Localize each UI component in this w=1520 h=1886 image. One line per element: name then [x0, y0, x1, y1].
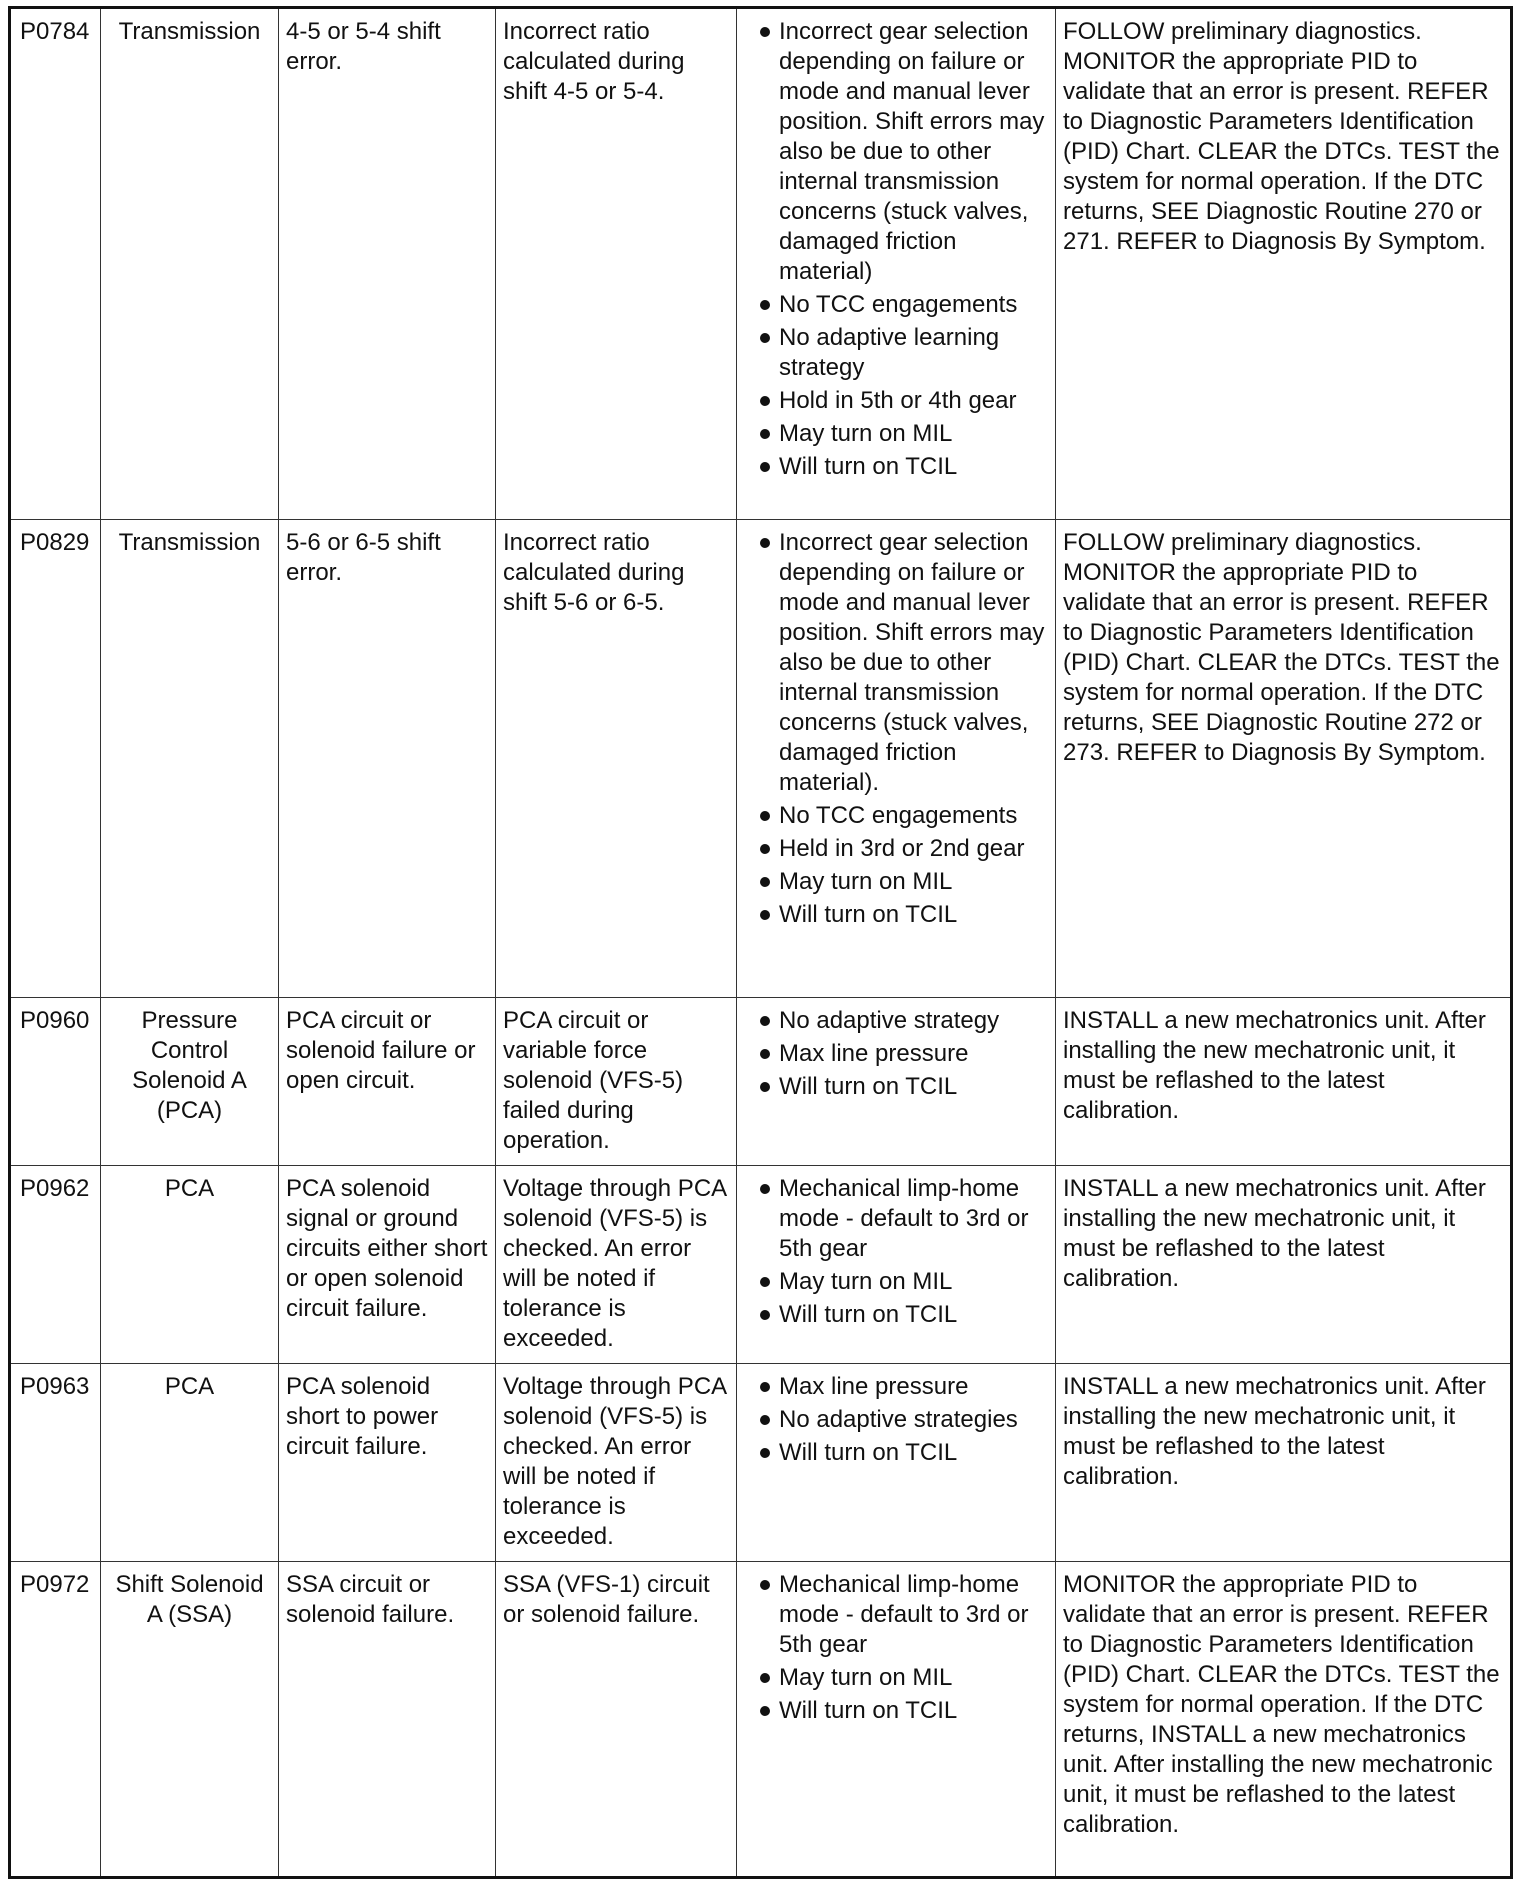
symptom-item: Will turn on TCIL: [744, 1072, 1048, 1102]
symptom-item: Incorrect gear selection depending on failure or mode and manual lever position. Shift errors may also be due to other internal transmission concerns (stuck valves, damaged friction material): [744, 17, 1048, 287]
symptoms-cell: [737, 1562, 1056, 1878]
dtc-code-cell: P0829: [10, 520, 101, 998]
dtc-code-cell: P0963: [10, 1364, 101, 1562]
component-cell: Transmission: [101, 8, 279, 520]
table-row: [10, 520, 1512, 998]
symptom-item: No TCC engagements: [744, 801, 1048, 831]
symptom-list: [744, 1372, 1048, 1468]
symptom-item: Will turn on TCIL: [744, 1438, 1048, 1468]
symptom-item: Max line pressure: [744, 1039, 1048, 1069]
symptom-item: No TCC engagements: [744, 290, 1048, 320]
symptom-list: [744, 528, 1048, 930]
action-cell: INSTALL a new mechatronics unit. After installing the new mechatronic unit, it must be reflashed to the latest calibration.: [1056, 1166, 1512, 1364]
symptom-item: Will turn on TCIL: [744, 900, 1048, 930]
dtc-code-cell: P0960: [10, 998, 101, 1166]
symptom-item: Hold in 5th or 4th gear: [744, 386, 1048, 416]
action-cell: INSTALL a new mechatronics unit. After installing the new mechatronic unit, it must be reflashed to the latest calibration.: [1056, 998, 1512, 1166]
condition-cell: Voltage through PCA solenoid (VFS-5) is checked. An error will be noted if tolerance is exceeded.: [496, 1166, 737, 1364]
component-cell: Shift Solenoid A (SSA): [101, 1562, 279, 1878]
action-cell: INSTALL a new mechatronics unit. After installing the new mechatronic unit, it must be reflashed to the latest calibration.: [1056, 1364, 1512, 1562]
symptoms-cell: [737, 520, 1056, 998]
dtc-code-cell: P0962: [10, 1166, 101, 1364]
symptom-item: May turn on MIL: [744, 867, 1048, 897]
description-cell: PCA circuit or solenoid failure or open circuit.: [279, 998, 496, 1166]
symptom-list: [744, 17, 1048, 482]
description-cell: SSA circuit or solenoid failure.: [279, 1562, 496, 1878]
symptom-item: Will turn on TCIL: [744, 452, 1048, 482]
dtc-table-body: [10, 8, 1512, 1878]
condition-cell: Voltage through PCA solenoid (VFS-5) is checked. An error will be noted if tolerance is exceeded.: [496, 1364, 737, 1562]
action-cell: MONITOR the appropriate PID to validate that an error is present. REFER to Diagnostic Parameters Identification (PID) Chart. CLEAR the DTCs. TEST the system for normal operation. If the DTC returns, INSTALL a new mechatronics unit. After installing the new mechatronic unit, it must be reflashed to the latest calibration.: [1056, 1562, 1512, 1878]
description-cell: 4-5 or 5-4 shift error.: [279, 8, 496, 520]
action-cell: FOLLOW preliminary diagnostics. MONITOR the appropriate PID to validate that an error is present. REFER to Diagnostic Parameters Identification (PID) Chart. CLEAR the DTCs. TEST the system for normal operation. If the DTC returns, SEE Diagnostic Routine 272 or 273. REFER to Diagnosis By Symptom.: [1056, 520, 1512, 998]
symptom-item: Will turn on TCIL: [744, 1696, 1048, 1726]
symptom-item: May turn on MIL: [744, 1663, 1048, 1693]
table-row: [10, 998, 1512, 1166]
symptom-list: [744, 1174, 1048, 1330]
condition-cell: PCA circuit or variable force solenoid (VFS-5) failed during operation.: [496, 998, 737, 1166]
component-cell: PCA: [101, 1166, 279, 1364]
symptoms-cell: [737, 1364, 1056, 1562]
symptoms-cell: [737, 8, 1056, 520]
symptom-item: May turn on MIL: [744, 419, 1048, 449]
symptom-item: Will turn on TCIL: [744, 1300, 1048, 1330]
table-row: [10, 1166, 1512, 1364]
symptom-item: Mechanical limp-home mode - default to 3rd or 5th gear: [744, 1570, 1048, 1660]
description-cell: 5-6 or 6-5 shift error.: [279, 520, 496, 998]
table-row: [10, 1364, 1512, 1562]
symptoms-cell: [737, 1166, 1056, 1364]
symptom-item: No adaptive strategies: [744, 1405, 1048, 1435]
symptom-item: No adaptive strategy: [744, 1006, 1048, 1036]
description-cell: PCA solenoid signal or ground circuits either short or open solenoid circuit failure.: [279, 1166, 496, 1364]
symptom-item: No adaptive learning strategy: [744, 323, 1048, 383]
symptom-item: May turn on MIL: [744, 1267, 1048, 1297]
dtc-code-cell: P0972: [10, 1562, 101, 1878]
table-row: [10, 8, 1512, 520]
condition-cell: Incorrect ratio calculated during shift 5-6 or 6-5.: [496, 520, 737, 998]
symptom-list: [744, 1570, 1048, 1726]
component-cell: Pressure Control Solenoid A (PCA): [101, 998, 279, 1166]
symptom-item: Incorrect gear selection depending on failure or mode and manual lever position. Shift errors may also be due to other internal transmission concerns (stuck valves, damaged friction material).: [744, 528, 1048, 798]
action-cell: FOLLOW preliminary diagnostics. MONITOR the appropriate PID to validate that an error is present. REFER to Diagnostic Parameters Identification (PID) Chart. CLEAR the DTCs. TEST the system for normal operation. If the DTC returns, SEE Diagnostic Routine 270 or 271. REFER to Diagnosis By Symptom.: [1056, 8, 1512, 520]
condition-cell: Incorrect ratio calculated during shift 4-5 or 5-4.: [496, 8, 737, 520]
symptom-item: Held in 3rd or 2nd gear: [744, 834, 1048, 864]
component-cell: Transmission: [101, 520, 279, 998]
symptom-item: Mechanical limp-home mode - default to 3rd or 5th gear: [744, 1174, 1048, 1264]
symptom-item: Max line pressure: [744, 1372, 1048, 1402]
condition-cell: SSA (VFS-1) circuit or solenoid failure.: [496, 1562, 737, 1878]
dtc-code-cell: P0784: [10, 8, 101, 520]
symptoms-cell: [737, 998, 1056, 1166]
table-row: [10, 1562, 1512, 1878]
description-cell: PCA solenoid short to power circuit failure.: [279, 1364, 496, 1562]
dtc-table: [8, 6, 1513, 1879]
component-cell: PCA: [101, 1364, 279, 1562]
symptom-list: [744, 1006, 1048, 1102]
